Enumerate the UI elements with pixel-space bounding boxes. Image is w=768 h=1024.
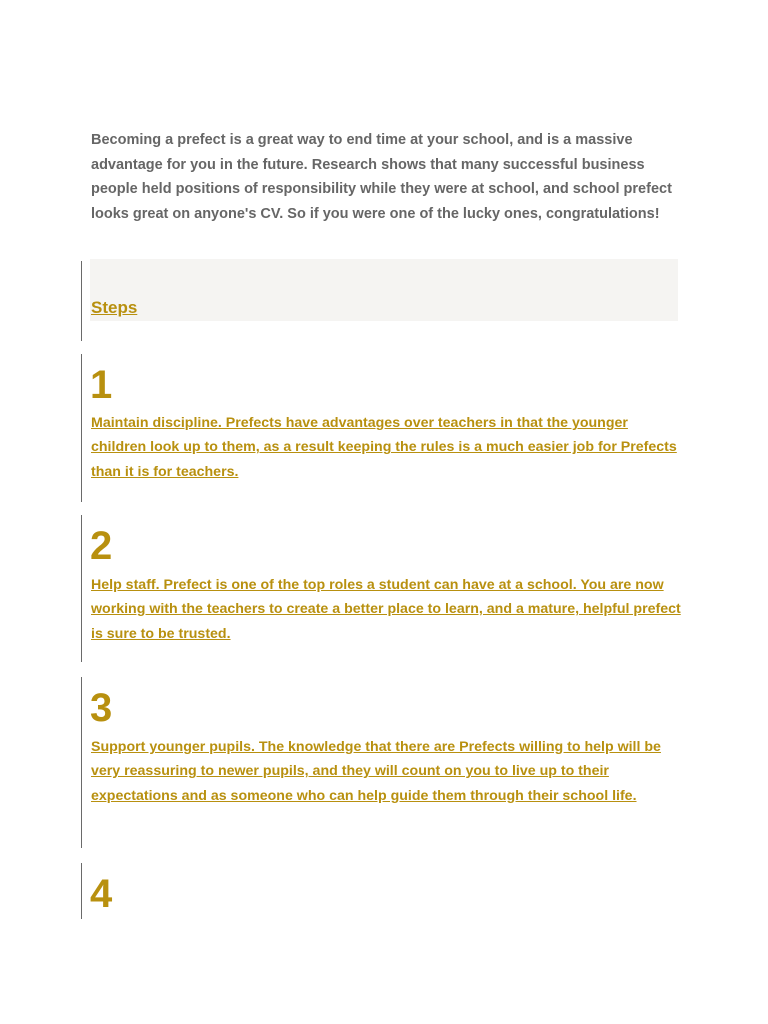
steps-heading-link[interactable]: Steps [91, 298, 138, 317]
steps-heading-band [90, 259, 678, 321]
step-3-divider-bar [81, 677, 82, 848]
step-2-number: 2 [90, 524, 113, 568]
step-1-divider-bar [81, 354, 82, 502]
step-4-divider-bar [81, 863, 82, 919]
step-4-number: 4 [90, 872, 113, 916]
step-1-text-link[interactable]: Maintain discipline. Prefects have advantages over teachers in that the younger children look up to them, as a result keeping the rules is a much easier job for Prefects than it is for teachers. [91, 415, 677, 480]
step-2-divider-bar [81, 515, 82, 662]
step-3-number: 3 [90, 686, 113, 730]
step-2-text-link[interactable]: Help staff. Prefect is one of the top roles a student can have at a school. You are now working with the teachers to create a better place to learn, and a mature, helpful prefect is sure to be trusted. [91, 577, 681, 642]
step-1-number: 1 [90, 363, 113, 407]
steps-divider-bar [81, 261, 82, 341]
intro-paragraph: Becoming a prefect is a great way to end time at your school, and is a massive advantage for you in the future. Research shows that many successful business people held positions of responsibility while they were at school, and school prefect looks great on anyone's CV. So if you were one of the lucky ones, congratulations! [91, 132, 672, 222]
step-3-text-link[interactable]: Support younger pupils. The knowledge that there are Prefects willing to help will be very reassuring to newer pupils, and they will count on you to live up to their expectations and as someone who can help guide them through their school life. [91, 739, 661, 804]
